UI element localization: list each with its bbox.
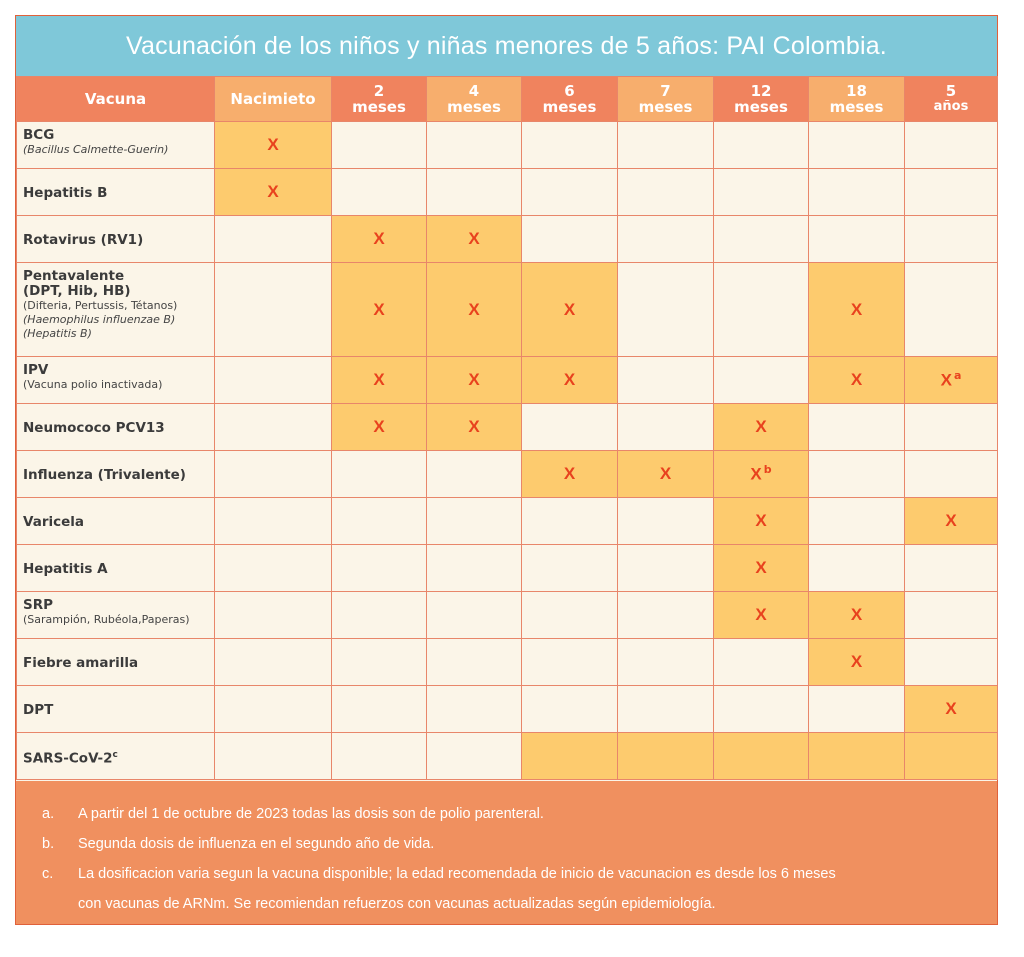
column-header-bottom: meses xyxy=(447,98,501,116)
dose-cell xyxy=(427,686,522,733)
vaccine-name-text: Neumococo PCV13 xyxy=(23,419,165,436)
footnote-item xyxy=(16,859,997,919)
dose-cell xyxy=(332,404,427,451)
table-row xyxy=(17,592,998,639)
dose-mark: X xyxy=(373,417,385,436)
dose-cell xyxy=(215,263,332,357)
dose-cell xyxy=(714,404,809,451)
table-row xyxy=(17,404,998,451)
page-title: Vacunación de los niños y niñas menores de 5 años: PAI Colombia. xyxy=(16,16,997,76)
dose-cell xyxy=(427,216,522,263)
dose-cell xyxy=(905,169,998,216)
dose-cell xyxy=(905,498,998,545)
column-header-top: 4 xyxy=(468,82,480,100)
footnote-text: La dosificacion varia segun la vacuna disponible; la edad recomendada de inicio de vacunacion es desde los 6 meses xyxy=(78,866,836,882)
dose-cell xyxy=(215,216,332,263)
dose-cell xyxy=(215,404,332,451)
footnotes xyxy=(16,781,997,924)
dose-cell xyxy=(809,451,905,498)
vaccine-name xyxy=(23,748,208,767)
footnote-text: con vacunas de ARNm. Se recomiendan refuerzos con vacunas actualizadas según epidemiología. xyxy=(78,896,716,912)
table-row xyxy=(17,122,998,169)
dose-cell xyxy=(714,545,809,592)
vaccine-name-cell xyxy=(17,122,215,169)
dose-cell xyxy=(427,451,522,498)
column-header-1 xyxy=(332,77,427,122)
dose-mark: X xyxy=(850,370,863,389)
dose-mark: X xyxy=(945,511,957,530)
dose-cell xyxy=(427,263,522,357)
dose-cell xyxy=(714,451,809,498)
dose-cell xyxy=(215,357,332,404)
dose-cell xyxy=(905,263,998,357)
column-header-4 xyxy=(618,77,714,122)
vaccine-description: (Hepatitis B) xyxy=(23,327,92,340)
dose-mark: X xyxy=(940,370,952,390)
dose-cell xyxy=(905,216,998,263)
dose-mark: X xyxy=(850,652,863,671)
dose-cell xyxy=(809,169,905,216)
vaccine-name xyxy=(23,363,208,378)
dose-mark: X xyxy=(373,299,385,319)
dose-mark: X xyxy=(750,464,762,484)
dose-cell xyxy=(809,122,905,169)
vaccine-name-cell xyxy=(17,263,215,357)
dose-mark: X xyxy=(850,605,863,624)
vaccine-name-text: Hepatitis B xyxy=(23,184,108,201)
vaccine-name xyxy=(23,515,208,530)
dose-cell xyxy=(809,592,905,639)
dose-cell xyxy=(522,451,618,498)
dose-cell xyxy=(215,686,332,733)
vaccine-description: (Sarampión, Rubéola,Paperas) xyxy=(23,613,190,626)
dose-cell xyxy=(618,404,714,451)
dose-cell xyxy=(714,122,809,169)
column-header-7 xyxy=(905,77,998,122)
dose-cell xyxy=(522,498,618,545)
dose-cell xyxy=(522,733,618,780)
dose-cell xyxy=(714,169,809,216)
vaccine-name xyxy=(23,562,208,577)
dose-cell xyxy=(427,592,522,639)
vaccine-name-text: Rotavirus (RV1) xyxy=(23,231,144,248)
dose-cell xyxy=(215,451,332,498)
dose-cell xyxy=(427,122,522,169)
vaccine-name-text: DPT xyxy=(23,701,54,718)
dose-mark: X xyxy=(850,299,863,319)
dose-mark: X xyxy=(468,299,480,319)
vaccine-name xyxy=(23,269,208,284)
vaccine-description: (Bacillus Calmette-Guerin) xyxy=(23,143,169,156)
dose-mark: X xyxy=(468,417,480,436)
footnote-ref: c xyxy=(112,749,118,760)
dose-cell xyxy=(809,498,905,545)
table-row xyxy=(17,639,998,686)
vaccine-name-cell xyxy=(17,404,215,451)
dose-cell xyxy=(215,639,332,686)
dose-cell xyxy=(332,216,427,263)
dose-cell xyxy=(522,122,618,169)
footnote-ref: b xyxy=(763,463,772,477)
vaccine-description: (Vacuna polio inactivada) xyxy=(23,378,163,391)
dose-cell xyxy=(618,592,714,639)
dose-mark: X xyxy=(373,370,385,389)
dose-cell xyxy=(522,263,618,357)
dose-cell xyxy=(809,216,905,263)
dose-cell xyxy=(714,216,809,263)
vaccine-name xyxy=(23,233,208,248)
dose-cell xyxy=(215,592,332,639)
dose-cell xyxy=(215,169,332,216)
dose-cell xyxy=(332,451,427,498)
dose-cell xyxy=(905,686,998,733)
vaccine-name-text: Influenza (Trivalente) xyxy=(23,466,186,483)
dose-cell xyxy=(332,357,427,404)
dose-mark: X xyxy=(468,229,480,248)
dose-cell xyxy=(618,122,714,169)
dose-mark: X xyxy=(563,464,576,483)
dose-cell xyxy=(427,169,522,216)
dose-cell xyxy=(809,545,905,592)
table-body xyxy=(17,122,998,780)
dose-cell xyxy=(215,545,332,592)
dose-cell xyxy=(714,592,809,639)
vaccine-name-text: SARS-CoV-2 xyxy=(23,750,113,767)
dose-cell xyxy=(522,639,618,686)
dose-cell xyxy=(522,404,618,451)
dose-cell xyxy=(427,404,522,451)
column-header-5 xyxy=(714,77,809,122)
dose-cell xyxy=(714,263,809,357)
dose-cell xyxy=(215,733,332,780)
dose-cell xyxy=(714,639,809,686)
dose-cell xyxy=(332,639,427,686)
vaccine-name-text: SRP xyxy=(23,597,54,613)
dose-cell xyxy=(809,404,905,451)
column-header-top: Nacimieto xyxy=(230,90,316,108)
dose-cell xyxy=(332,169,427,216)
footnote-item xyxy=(16,829,997,859)
table-row xyxy=(17,733,998,780)
dose-cell xyxy=(332,263,427,357)
column-header-3 xyxy=(522,77,618,122)
vaccine-name-cell xyxy=(17,169,215,216)
vaccine-name-cell xyxy=(17,639,215,686)
schedule-panel xyxy=(15,15,998,925)
vaccine-name-cell xyxy=(17,686,215,733)
vaccine-name xyxy=(23,186,208,201)
dose-cell xyxy=(618,639,714,686)
table-row xyxy=(17,263,998,357)
table-row xyxy=(17,498,998,545)
dose-mark: X xyxy=(659,464,672,483)
dose-mark: X xyxy=(755,558,767,577)
dose-cell xyxy=(427,357,522,404)
dose-cell xyxy=(618,733,714,780)
footnote-letter: a. xyxy=(42,806,55,822)
vaccine-name-cell xyxy=(17,216,215,263)
table-row xyxy=(17,545,998,592)
column-header-top: 12 xyxy=(750,82,772,100)
column-header-top: 6 xyxy=(564,82,575,100)
column-header-top: 18 xyxy=(846,82,867,100)
vaccine-name-cell xyxy=(17,357,215,404)
vaccine-description: (Haemophilus influenzae B) xyxy=(23,313,176,326)
column-header-bottom: meses xyxy=(829,98,884,116)
table-row xyxy=(17,169,998,216)
dose-cell xyxy=(905,451,998,498)
dose-mark: X xyxy=(563,370,576,389)
vaccine-name-cell xyxy=(17,498,215,545)
column-header-bottom: años xyxy=(933,99,969,114)
vaccine-name-cell xyxy=(17,545,215,592)
dose-cell xyxy=(215,498,332,545)
dose-cell xyxy=(809,639,905,686)
dose-cell xyxy=(522,592,618,639)
dose-cell xyxy=(522,216,618,263)
vaccine-name-text: Varicela xyxy=(23,513,85,530)
vaccine-schedule-table xyxy=(16,76,998,780)
vaccine-name xyxy=(23,421,208,436)
vaccine-name-line2: (DPT, Hib, HB) xyxy=(23,283,131,299)
footnote-ref: a xyxy=(953,369,962,383)
dose-cell xyxy=(905,733,998,780)
dose-cell xyxy=(215,122,332,169)
dose-cell xyxy=(618,686,714,733)
column-header-top: 7 xyxy=(660,82,671,100)
dose-cell xyxy=(332,545,427,592)
dose-cell xyxy=(332,592,427,639)
dose-mark: X xyxy=(267,135,279,154)
dose-cell xyxy=(714,686,809,733)
dose-cell xyxy=(332,122,427,169)
dose-cell xyxy=(522,169,618,216)
column-header-top: 5 xyxy=(945,82,957,100)
dose-mark: X xyxy=(563,299,576,319)
dose-cell xyxy=(427,733,522,780)
column-header-0 xyxy=(215,77,332,122)
dose-cell xyxy=(522,686,618,733)
dose-mark: X xyxy=(945,699,957,718)
vaccine-name xyxy=(23,128,208,143)
dose-cell xyxy=(618,545,714,592)
vaccine-name-cell xyxy=(17,451,215,498)
dose-cell xyxy=(809,733,905,780)
column-header-top: 2 xyxy=(373,82,385,100)
dose-cell xyxy=(905,357,998,404)
dose-cell xyxy=(618,169,714,216)
dose-mark: X xyxy=(373,229,385,248)
dose-cell xyxy=(522,357,618,404)
vaccine-name-cell xyxy=(17,733,215,780)
dose-cell xyxy=(809,686,905,733)
column-header-bottom: meses xyxy=(352,98,406,116)
dose-cell xyxy=(427,498,522,545)
vaccine-name-text: Hepatitis A xyxy=(23,560,108,577)
dose-mark: X xyxy=(755,417,767,436)
column-header-bottom: meses xyxy=(638,98,693,116)
dose-cell xyxy=(905,545,998,592)
dose-cell xyxy=(332,498,427,545)
dose-cell xyxy=(618,357,714,404)
table-row xyxy=(17,451,998,498)
footnote-item xyxy=(16,799,997,829)
dose-cell xyxy=(809,357,905,404)
dose-mark: X xyxy=(468,370,480,389)
dose-cell xyxy=(905,122,998,169)
vaccine-name-text: BCG xyxy=(23,127,55,143)
column-header-bottom: meses xyxy=(542,98,597,116)
dose-cell xyxy=(714,733,809,780)
vaccine-name xyxy=(23,598,208,613)
dose-cell xyxy=(905,639,998,686)
dose-cell xyxy=(522,545,618,592)
vaccine-name-text: Fiebre amarilla xyxy=(23,654,139,671)
vaccine-name xyxy=(23,703,208,718)
dose-cell xyxy=(618,263,714,357)
table-row xyxy=(17,357,998,404)
column-header-2 xyxy=(427,77,522,122)
dose-cell xyxy=(618,498,714,545)
footnote-letter: c. xyxy=(42,866,54,882)
dose-cell xyxy=(905,404,998,451)
footnote-text: A partir del 1 de octubre de 2023 todas las dosis son de polio parenteral. xyxy=(78,806,544,822)
vaccine-name xyxy=(23,468,208,483)
dose-mark: X xyxy=(267,182,279,201)
vaccine-name-text: Pentavalente xyxy=(23,268,125,284)
table-row xyxy=(17,216,998,263)
vaccine-name xyxy=(23,656,208,671)
dose-cell xyxy=(618,216,714,263)
vaccine-description: (Difteria, Pertussis, Tétanos) xyxy=(23,299,178,312)
vaccine-name-text: IPV xyxy=(23,362,49,378)
dose-cell xyxy=(332,733,427,780)
column-header-vaccine: Vacuna xyxy=(17,77,215,122)
dose-cell xyxy=(427,639,522,686)
table-row xyxy=(17,686,998,733)
dose-cell xyxy=(714,498,809,545)
dose-cell xyxy=(905,592,998,639)
footnote-text: Segunda dosis de influenza en el segundo año de vida. xyxy=(78,836,435,852)
dose-mark: X xyxy=(755,511,767,530)
column-header-6 xyxy=(809,77,905,122)
footnote-letter: b. xyxy=(42,836,55,852)
dose-cell xyxy=(618,451,714,498)
header-row xyxy=(17,77,998,122)
dose-cell xyxy=(427,545,522,592)
vaccine-name-cell xyxy=(17,592,215,639)
dose-mark: X xyxy=(755,605,767,624)
column-header-bottom: meses xyxy=(734,98,788,116)
dose-cell xyxy=(714,357,809,404)
dose-cell xyxy=(332,686,427,733)
dose-cell xyxy=(809,263,905,357)
